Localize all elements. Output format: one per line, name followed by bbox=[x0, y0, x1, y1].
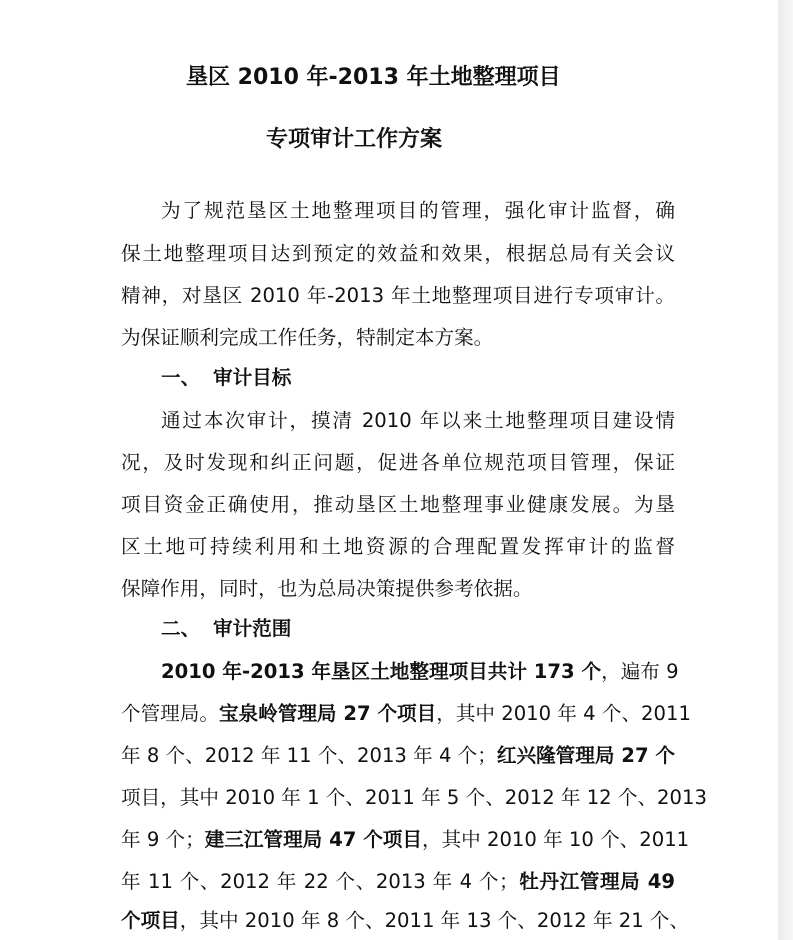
section-2-line-5-prefix: 年 9 个； bbox=[121, 828, 205, 851]
section-1-line-3: 项目资金正确使用，推动垦区土地整理事业健康发展。为垦 bbox=[121, 493, 675, 516]
section-1-line-1: 通过本次审计，摸清 2010 年以来土地整理项目建设情 bbox=[161, 409, 675, 432]
section-2-line-2-text: ，其中 2010 年 4 个、2011 bbox=[436, 702, 691, 725]
section-1-line-2: 况，及时发现和纠正问题，促进各单位规范项目管理，保证 bbox=[121, 451, 675, 474]
document-title-line-1: 垦区 2010 年-2013 年土地整理项目 bbox=[186, 65, 561, 90]
intro-line-2: 保土地整理项目达到预定的效益和效果，根据总局有关会议 bbox=[121, 242, 675, 265]
section-2-line-5 bbox=[121, 825, 690, 855]
section-2-line-7 bbox=[121, 906, 690, 936]
section-2-title: 审计范围 bbox=[213, 617, 292, 640]
section-2-heading bbox=[161, 614, 291, 644]
section-2-line-3-text: 年 8 个、2012 年 11 个、2013 年 4 个； bbox=[121, 744, 497, 767]
intro-line-1: 为了规范垦区土地整理项目的管理，强化审计监督，确 bbox=[161, 199, 675, 222]
jiansanjiang-projects: 建三江管理局 47 个项目 bbox=[204, 828, 422, 851]
document-title-line-2: 专项审计工作方案 bbox=[266, 127, 443, 152]
hongxinglong-projects: 红兴隆管理局 27 个 bbox=[496, 744, 675, 767]
section-2-line-2 bbox=[121, 699, 691, 729]
section-2-line-1 bbox=[161, 657, 679, 687]
section-1-title: 审计目标 bbox=[213, 366, 292, 389]
baoquanling-projects: 宝泉岭管理局 27 个项目 bbox=[218, 702, 437, 725]
intro-line-3: 精神，对垦区 2010 年-2013 年土地整理项目进行专项审计。 bbox=[121, 284, 675, 307]
mudanjiang-projects: 牡丹江管理局 49 bbox=[518, 870, 675, 893]
viewer-background-edge bbox=[778, 0, 793, 940]
section-2-number: 二、 bbox=[161, 617, 201, 640]
section-2-total-projects: 2010 年-2013 年垦区土地整理项目共计 173 个 bbox=[161, 660, 602, 683]
section-2-line-3 bbox=[121, 741, 675, 771]
section-2-line-6-text: 年 11 个、2012 年 22 个、2013 年 4 个； bbox=[121, 870, 519, 893]
section-2-line-2-prefix: 个管理局。 bbox=[121, 702, 219, 725]
section-1-line-4: 区土地可持续利用和土地资源的合理配置发挥审计的监督 bbox=[121, 535, 675, 558]
section-1-number: 一、 bbox=[161, 366, 201, 389]
section-2-line-6 bbox=[121, 867, 675, 897]
mudanjiang-projects-suffix: 个项目 bbox=[121, 909, 180, 932]
section-1-heading bbox=[161, 363, 291, 393]
section-2-line-7-text: ，其中 2010 年 8 个、2011 年 13 个、2012 年 21 个、 bbox=[179, 909, 690, 932]
section-2-line-1-text: ，遍布 9 bbox=[601, 660, 679, 683]
section-2-line-5-text: ，其中 2010 年 10 个、2011 bbox=[421, 828, 690, 851]
intro-line-4: 为保证顺利完成工作任务，特制定本方案。 bbox=[121, 326, 494, 349]
section-2-line-4: 项目，其中 2010 年 1 个、2011 年 5 个、2012 年 12 个、2013 bbox=[121, 786, 707, 809]
section-1-line-5: 保障作用，同时，也为总局决策提供参考依据。 bbox=[121, 577, 533, 600]
